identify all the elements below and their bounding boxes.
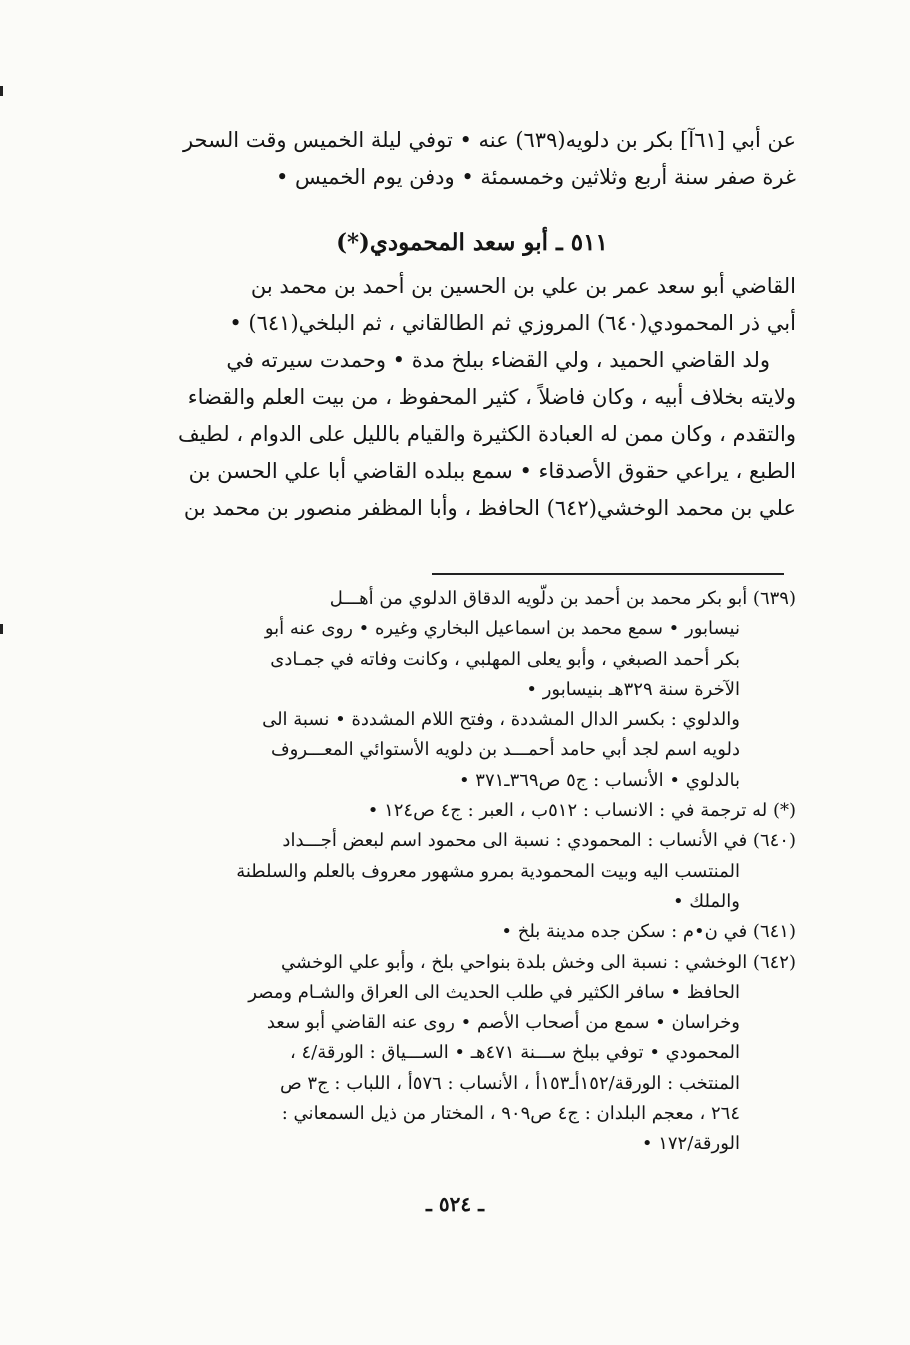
scan-edge-mark	[0, 86, 3, 96]
footnotes	[140, 584, 796, 1160]
footnote-line: بالدلوي • الأنساب : ج٥ ص٣٦٩ـ٣٧١ •	[458, 769, 740, 791]
text-line: والتقدم ، وكان ممن له العبادة الكثيرة والقيام بالليل على الدوام ، لطيف	[177, 422, 796, 446]
footnote-line: وخراسان • سمع من أصحاب الأصم • روى عنه القاضي أبو سعد	[266, 1012, 740, 1034]
entry-body	[148, 268, 796, 527]
text-line: علي بن محمد الوخشي(٦٤٢) الحافظ ، وأبا المظفر منصور بن محمد بن	[183, 496, 796, 520]
footnote-line: دلويه اسم لجد أبي حامد أحمـــد بن دلويه الأستوائي المعـــروف	[270, 739, 740, 761]
text-line: عن أبي [٦١آ] بكر بن دلويه(٦٣٩) عنه • توفي ليلة الخميس وقت السحر	[182, 128, 796, 152]
page-number: ـ ٥٢٤ ـ	[426, 1192, 484, 1216]
footnote-line: المنتسب اليه وبيت المحمودية بمرو مشهور معروف بالعلم والسلطنة	[236, 860, 740, 882]
footnote-line: المنتخب : الورقة/١٥٢أـ١٥٣أ ، الأنساب : ٥٧٦أ ، اللباب : ج٣ ص	[279, 1072, 740, 1094]
text-line: ولد القاضي الحميد ، ولي القضاء ببلخ مدة • وحمدت سيرته في	[226, 348, 770, 372]
footnote-line: الحافظ • سافر الكثير في طلب الحديث الى العراق والشـام ومصر	[248, 981, 740, 1003]
footnote-line: والملك •	[672, 890, 740, 912]
footnote-line: المحمودي • توفي ببلخ ســـنة ٤٧١هـ • الســـياق : الورقة/٤ ،	[289, 1042, 740, 1064]
text-line: ولايته بخلاف أبيه ، وكان فاضلاً ، كثير المحفوظ ، من بيت العلم والقضاء	[187, 385, 796, 409]
text-line: القاضي أبو سعد عمر بن علي بن الحسين بن أحمد بن محمد بن	[250, 274, 796, 298]
footnote-line: بكر أحمد الصبغي ، وأبو يعلى المهلبي ، وكانت وفاته في جمـادى	[270, 648, 740, 670]
footnote-separator	[432, 573, 784, 575]
entry-heading: ٥١١ ـ أبو سعد المحمودي(*)	[336, 229, 608, 256]
text-line: الطبع ، يراعي حقوق الأصدقاء • سمع ببلده القاضي أبا علي الحسن بن	[188, 459, 796, 483]
footnote-line: الورقة/١٧٢ •	[641, 1133, 740, 1155]
footnote-line: (٦٤١) في ن•م : سكن جده مدينة بلخ •	[501, 921, 796, 943]
text-line: أبي ذر المحمودي(٦٤٠) المروزي ثم الطالقاني ، ثم البلخي(٦٤١) •	[229, 311, 796, 335]
footnote-640	[140, 826, 796, 917]
footnote-line: نيسابور • سمع محمد بن اسماعيل البخاري وغيره • روى عنه أبو	[264, 618, 740, 640]
footnote-line: (٦٤٠) في الأنساب : المحمودي : نسبة الى محمود اسم لبعض أجـــداد	[282, 830, 796, 852]
scan-edge-mark	[0, 624, 3, 634]
footnote-641	[140, 917, 796, 947]
footnote-star	[140, 796, 796, 826]
footnote-line: (٦٣٩) أبو بكر محمد بن أحمد بن دلّويه الدقاق الدلوي من أهـــل	[329, 588, 796, 609]
footnote-line: الآخرة سنة ٣٢٩هـ بنيسابور •	[526, 678, 740, 700]
intro-paragraph	[148, 122, 796, 196]
footnote-639	[140, 584, 796, 796]
footnote-line: (*) له ترجمة في : الانساب : ٥١٢ب ، العبر : ج٤ ص١٢٤ •	[367, 800, 796, 822]
footnote-line: ٢٦٤ ، معجم البلدان : ج٤ ص٩٠٩ ، المختار من ذيل السمعاني :	[281, 1103, 740, 1125]
footnote-642	[140, 948, 796, 1160]
footnote-line: (٦٤٢) الوخشي : نسبة الى وخش بلدة بنواحي بلخ ، وأبو علي الوخشي	[281, 951, 796, 973]
footnote-line: والدلوي : بكسر الدال المشددة ، وفتح اللام المشددة • نسبة الى	[262, 709, 740, 731]
text-line: غرة صفر سنة أربع وثلاثين وخمسمئة • ودفن يوم الخميس •	[276, 165, 796, 189]
